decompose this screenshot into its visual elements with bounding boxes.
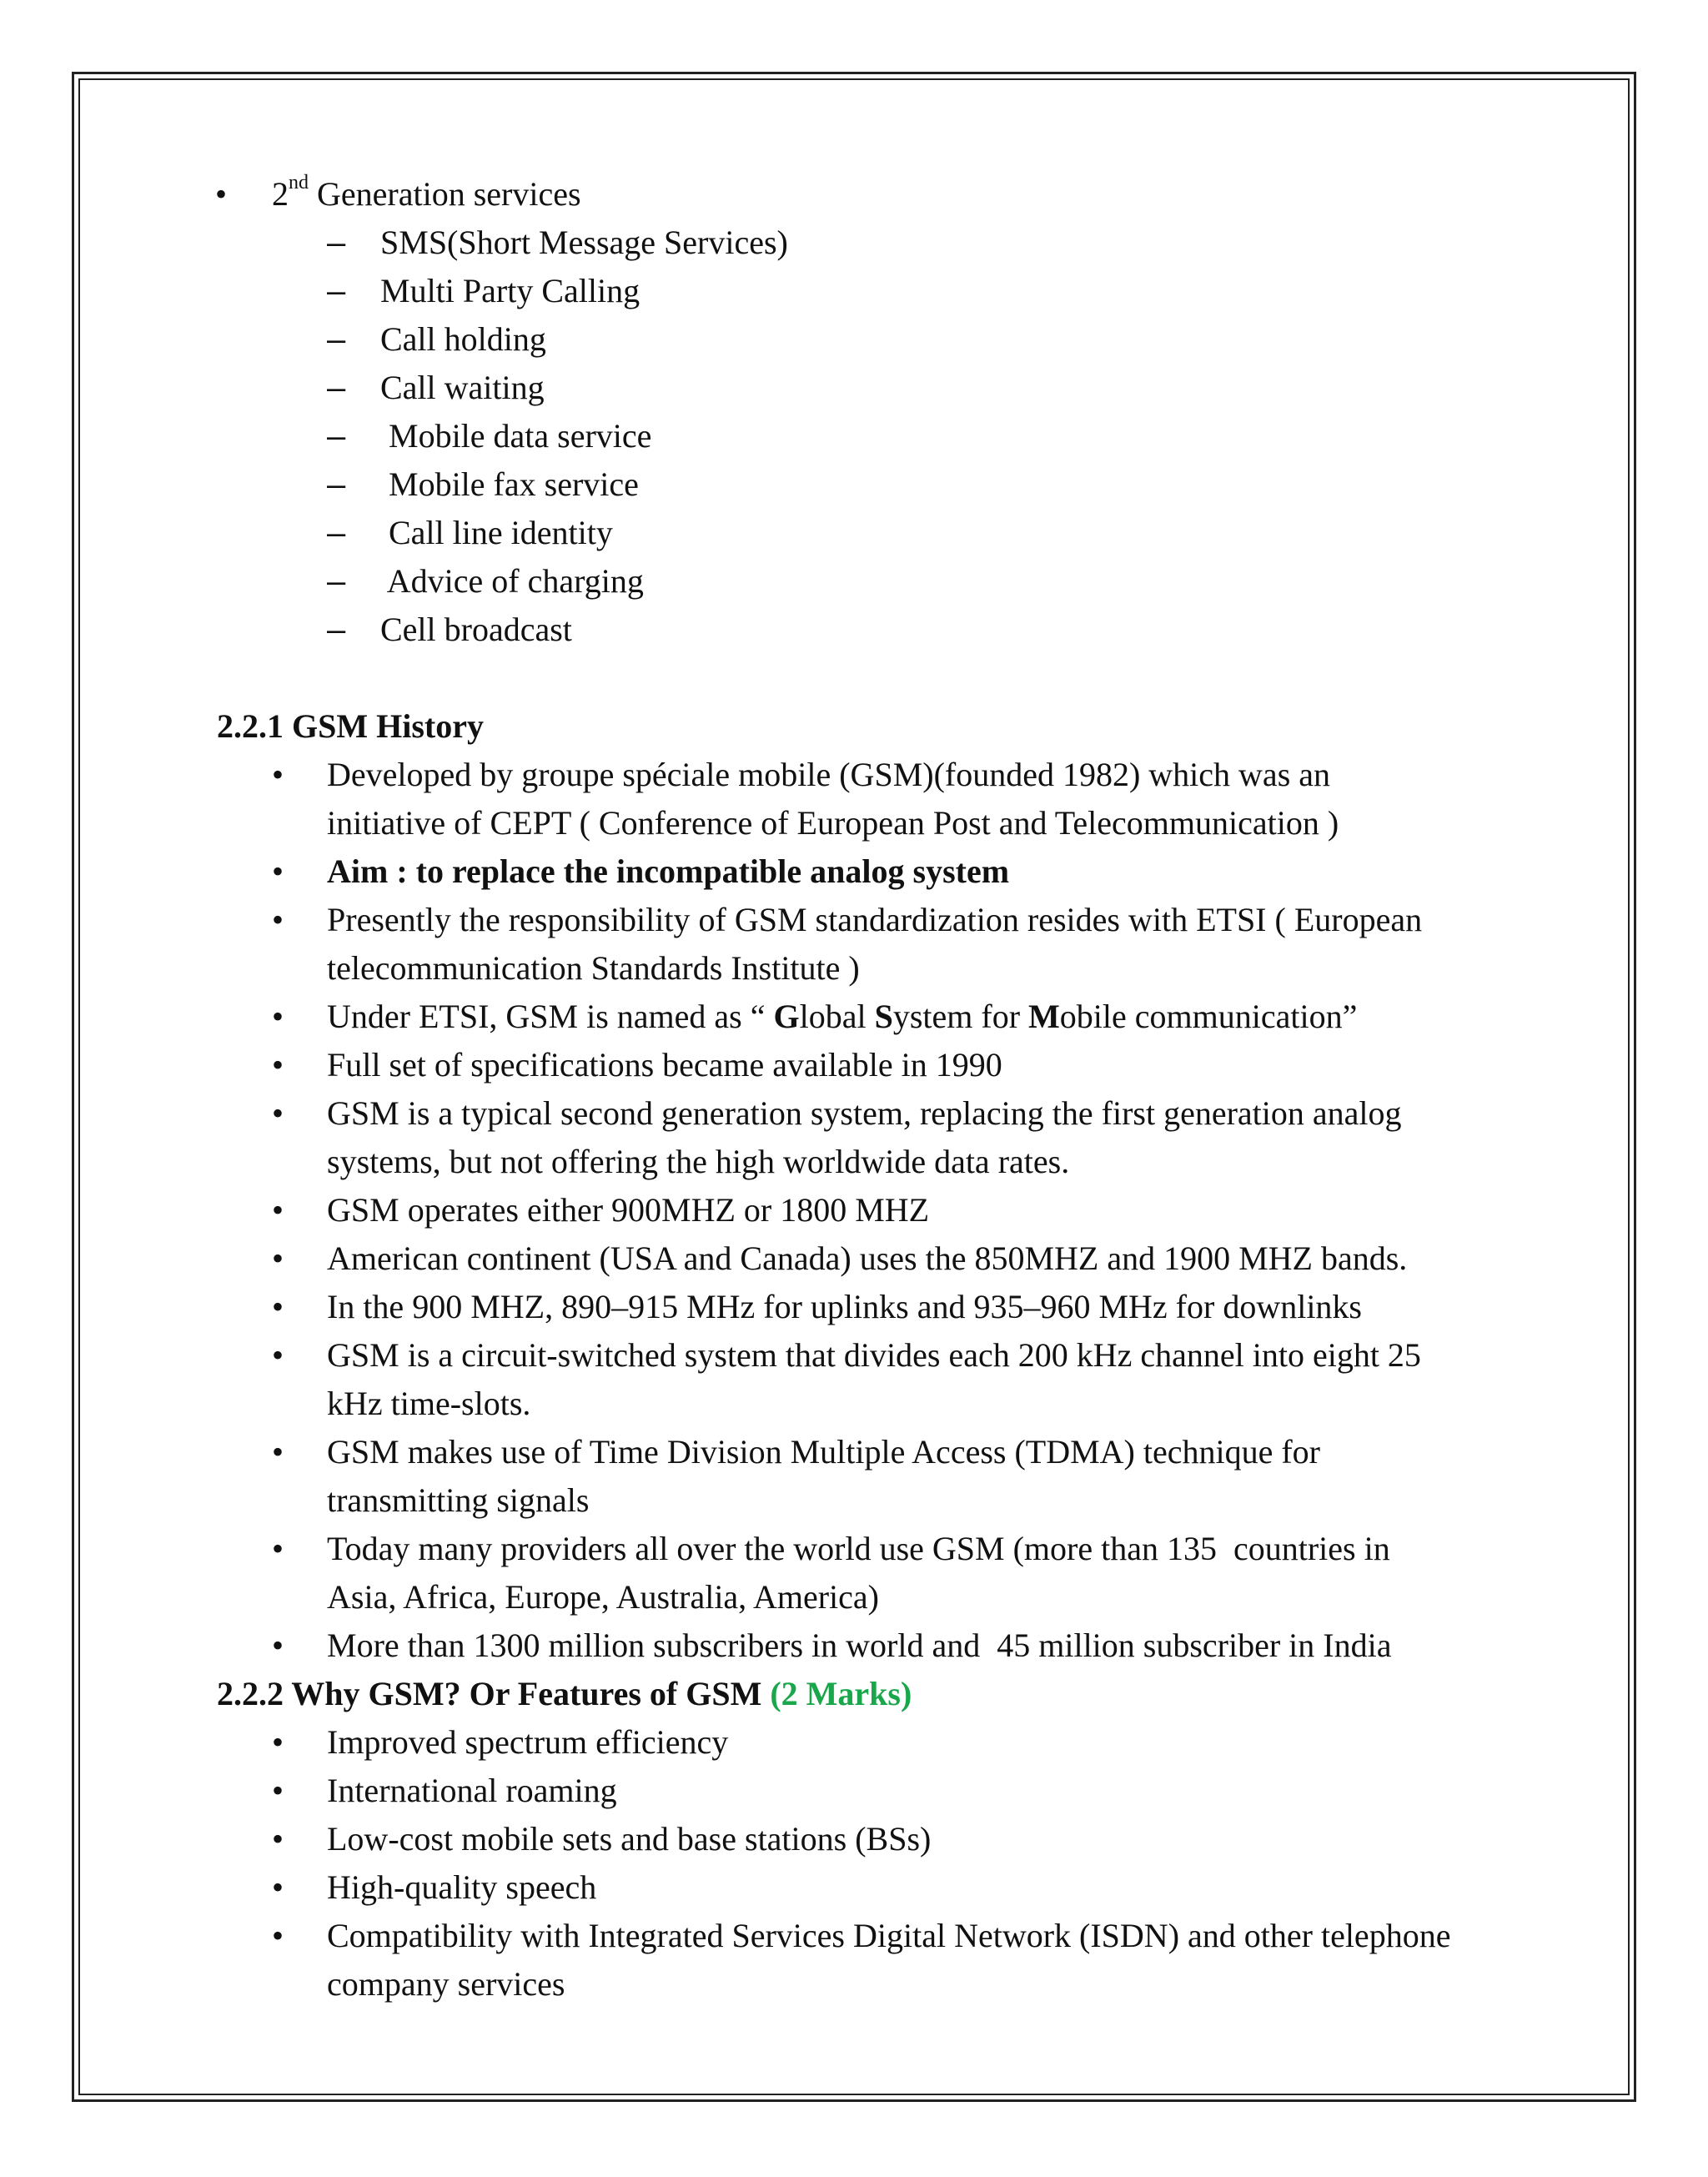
history-item-line: Presently the responsibility of GSM standardization resides with ETSI ( European [327,901,1423,938]
dash: – [327,418,346,455]
section-heading-features [217,1670,912,1718]
feature-item-line: Compatibility with Integrated Services Digital Network (ISDN) and other telephone [327,1917,1451,1954]
marks-label: (2 Marks) [770,1675,912,1712]
gen2-title-text: Generation services [309,175,581,213]
bullet: • [272,1433,284,1471]
bullet: • [272,1288,284,1325]
text-run: Under ETSI, GSM is named as “ [327,998,774,1035]
feature-item-line: company services [327,1965,565,2003]
gen2-item: Call waiting [380,369,545,406]
history-item-line: In the 900 MHZ, 890–915 MHz for uplinks and 935–960 MHz for downlinks [327,1288,1362,1325]
gen2-item: SMS(Short Message Services) [380,224,788,261]
text-run-bold: M [1028,998,1060,1035]
features-heading-text: 2.2.2 Why GSM? Or Features of GSM [217,1675,771,1712]
dash: – [327,273,346,309]
history-item-line: Today many providers all over the world use GSM (more than 135 countries in [327,1530,1390,1567]
bullet: • [272,1820,284,1858]
gen2-item: Mobile fax service [380,465,639,503]
history-item-line: initiative of CEPT ( Conference of European Post and Telecommunication ) [327,804,1339,842]
gen2-item: Cell broadcast [380,611,572,648]
dash: – [327,515,346,551]
gen2-ordinal: 2 [272,175,289,213]
bullet: • [272,1626,284,1664]
dash: – [327,370,346,406]
bullet: • [272,1723,284,1761]
bullet: • [272,901,284,938]
history-item-line: Asia, Africa, Europe, Australia, America) [327,1578,879,1616]
gen2-item: Multi Party Calling [380,272,640,309]
bullet: • [272,1772,284,1809]
history-item-line: GSM operates either 900MHZ or 1800 MHZ [327,1191,930,1229]
bullet: • [272,1868,284,1906]
dash: – [327,224,346,261]
history-item-gsm-name [327,993,1357,1041]
history-item-line: GSM is a circuit-switched system that divides each 200 kHz channel into eight 25 [327,1336,1421,1374]
history-item-line: GSM is a typical second generation system, replacing the first generation analog [327,1094,1402,1132]
bullet: • [272,1191,284,1229]
dash: – [327,321,346,358]
history-item-line: Full set of specifications became available in 1990 [327,1046,1002,1083]
gen2-item: Call holding [380,320,546,358]
feature-item-line: High-quality speech [327,1868,597,1906]
bullet: • [215,175,228,213]
dash: – [327,563,346,600]
text-run-bold: G [773,998,800,1035]
bullet: • [272,1917,284,1954]
history-item-line: GSM makes use of Time Division Multiple Access (TDMA) technique for [327,1433,1320,1471]
feature-item-line: Low-cost mobile sets and base stations (BSs) [327,1820,932,1858]
text-run: obile communication” [1059,998,1358,1035]
gen2-item: Call line identity [380,514,613,551]
history-item-line: kHz time-slots. [327,1385,531,1422]
history-item-line: More than 1300 million subscribers in world and 45 million subscriber in India [327,1626,1392,1664]
dash: – [327,611,346,648]
bullet: • [272,1530,284,1567]
bullet: • [272,1046,284,1083]
gen2-item: Mobile data service [380,417,652,455]
bullet: • [272,1336,284,1374]
bullet: • [272,998,284,1035]
bullet: • [272,756,284,793]
gen2-ordinal-suffix: nd [289,171,309,194]
section-heading-history: 2.2.1 GSM History [217,707,484,745]
bullet: • [272,1094,284,1132]
text-run-bold: S [874,998,893,1035]
text-run: lobal [799,998,875,1035]
dash: – [327,466,346,503]
feature-item-line: Improved spectrum efficiency [327,1723,729,1761]
bullet: • [272,852,284,890]
bullet: • [272,1239,284,1277]
gen2-item: Advice of charging [380,562,644,600]
history-item-line: systems, but not offering the high worldwide data rates. [327,1143,1070,1180]
feature-item-line: International roaming [327,1772,617,1809]
history-item-line: Developed by groupe spéciale mobile (GSM)(founded 1982) which was an [327,756,1331,793]
history-item-line: American continent (USA and Canada) uses the 850MHZ and 1900 MHZ bands. [327,1239,1408,1277]
history-item-line: transmitting signals [327,1481,590,1519]
gen2-title [272,170,581,219]
text-run: ystem for [892,998,1029,1035]
history-item-aim: Aim : to replace the incompatible analog system [327,852,1010,890]
history-item-line: telecommunication Standards Institute ) [327,949,860,987]
